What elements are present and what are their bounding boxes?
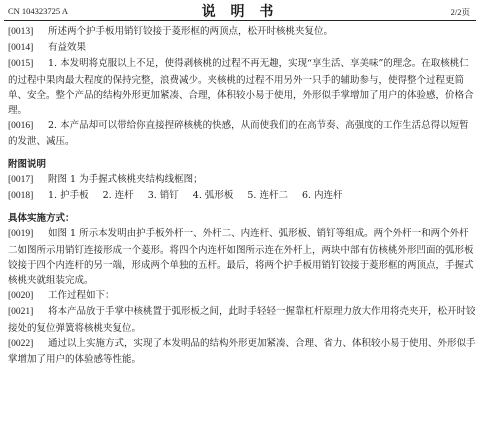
paragraph-text: 通过以上实施方式，实现了本发明品的结构外形更加紧凑、合理、省力、体积较小易于使用、外形似手掌增加了用户的体验感等性能。	[8, 337, 476, 366]
paragraph-text: 附图 1 为手握式核桃夹结构线框图；	[48, 173, 203, 185]
paragraph-number: [0018]	[8, 191, 34, 202]
paragraph-number: [0013]	[8, 27, 34, 37]
paragraph-number: [0019]	[8, 229, 34, 240]
paragraph-0014	[4, 40, 476, 56]
paragraph-0021	[4, 304, 476, 335]
paragraph-number: [0016]	[8, 121, 34, 132]
paragraph-number: [0022]	[8, 338, 34, 349]
paragraph-text: 如图 1 所示本发明由护手板外杆一、外杆二、内连杆、弧形板、销钉等组成。两个外杆一和两个外杆二如图所示用销钉连接形成一个菱形。将四个内连杆如图所示连在外杆上，两块中部有仿核桃外形凹面的弧形板铰接于四个内连杆的另一端，形成两个单独的五杆。最后，将两个护手板用销钉铰接于菱形框的两顶点，手握式核桃夹就组装完成。	[8, 228, 474, 287]
page-header	[4, 0, 476, 21]
paragraph-number: [0017]	[8, 174, 34, 185]
part-item: 3. 销钉	[147, 190, 179, 202]
paragraph-text: 所述两个护手板用销钉铰接于菱形框的两顶点，松开时核桃夹复位。	[48, 26, 334, 37]
paragraph-number: [0020]	[8, 291, 34, 302]
paragraph-text: 2. 本产品却可以带给你直接捏碎核桃的快感，从而使我们的在高节奏、高强度的工作生活总得以短暂的发泄、减压。	[8, 120, 469, 148]
paragraph-text: 工作过程如下：	[48, 290, 115, 302]
section-spacer	[4, 150, 476, 157]
paragraph-text: 将本产品放于手掌中核桃置于弧形板之间，此时手轻轻一握靠杠杆原理力放大作用将壳夹开，松开时铰接处的复位弹簧将核桃夹复位。	[8, 306, 476, 334]
page-number: 2/2页	[450, 7, 470, 17]
paragraph-number: [0021]	[8, 307, 34, 318]
section-spacer	[4, 204, 476, 211]
patent-number: CN 104323725 A	[8, 6, 68, 16]
paragraph-number: [0014]	[8, 43, 34, 54]
paragraph-text: 1. 本发明将克服以上不足，使得剥核桃的过程不再无趣，实现“享生活、享美味”的理念。在取核桃仁的过程中果肉最大程度的保持完整，浪费减少。夹核桃的过程不用另外一只手的辅助参与，使得整个过程更简单、安全。整个产品的结构外形更加紧凑、合理，体积较小易于使用，外形似手掌增加了用户的体验感，价格合理。	[8, 58, 474, 117]
paragraph-number: [0015]	[8, 59, 34, 70]
paragraph-0013	[4, 24, 476, 40]
part-item: 4. 弧形板	[192, 190, 234, 202]
paragraph-0018	[4, 188, 476, 204]
paragraph-0016	[4, 118, 476, 149]
part-item: 5. 连杆二	[247, 190, 288, 202]
part-item: 2. 连杆	[102, 190, 134, 202]
part-item: 6. 内连杆	[301, 190, 343, 202]
part-item: 1. 护手板	[48, 190, 89, 202]
paragraph-0020	[4, 288, 476, 304]
paragraph-0022	[4, 336, 476, 367]
document-title: 说 明 书	[201, 4, 279, 20]
paragraph-text: 有益效果	[48, 42, 87, 54]
embodiment-section-title: 具体实施方式：	[8, 213, 75, 225]
paragraph-0017	[4, 172, 476, 188]
paragraph-0019	[4, 226, 476, 288]
paragraph-0015	[4, 56, 476, 118]
figure-section-title: 附图说明	[8, 158, 47, 170]
